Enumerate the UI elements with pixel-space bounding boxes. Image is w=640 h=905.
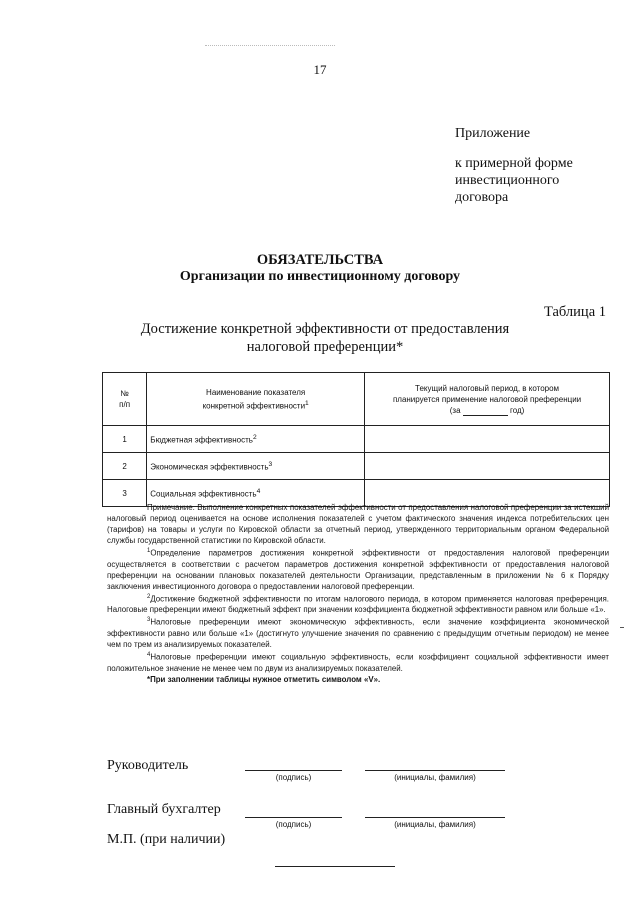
seal-label: М.П. (при наличии) xyxy=(107,832,226,847)
footnote-marker: 3 xyxy=(147,617,151,624)
footnote-text: Налоговые преференции имеют социальную эффективность, если коэффициент социальной эффективности имеет положительное значение не менее чем по двум из анализируемых показателей. xyxy=(107,652,609,673)
header-period-line: планируется применение налоговой преференции xyxy=(392,394,582,404)
footnote-text: Определение параметров достижения конкретной эффективности от предоставления налоговой преференции осуществляется в соответствии с расчетом параметров достижения конкретной эффективности от предоставления налоговой преференции на основании плановых показателей деятельности Организации, представленным в приложении № 6 к Порядку заключения инвестиционного договора о предоставлении налоговой преференции. xyxy=(107,548,609,591)
initials-caption: (инициалы, фамилия) xyxy=(394,820,476,829)
appendix-line: инвестиционного xyxy=(455,173,560,188)
table-label: Таблица 1 xyxy=(543,304,606,320)
table-row xyxy=(103,453,610,480)
table-header-row xyxy=(103,373,610,426)
seal-line xyxy=(275,866,395,867)
header-period-year xyxy=(368,405,606,416)
footnote-1 xyxy=(107,546,609,592)
accountant-label: Главный бухгалтер xyxy=(107,802,221,817)
signature-caption: (подпись) xyxy=(275,773,312,782)
initials-caption: (инициалы, фамилия) xyxy=(394,773,476,782)
footnote-ref: 1 xyxy=(305,399,309,407)
scan-artifact xyxy=(205,45,335,47)
table-row xyxy=(103,426,610,453)
signature-caption: (подпись) xyxy=(275,820,312,829)
efficiency-table xyxy=(102,372,610,507)
accountant-initials-line[interactable] xyxy=(365,817,505,818)
row-indicator-text: Социальная эффективность xyxy=(150,489,257,499)
footnote-marker: 2 xyxy=(147,593,151,600)
footnote-ref: 3 xyxy=(268,460,273,468)
page-number: 17 xyxy=(313,62,327,77)
row-number: 2 xyxy=(103,453,147,480)
header-period-line: Текущий налоговый период, в котором xyxy=(415,383,560,393)
footnote-ref: 2 xyxy=(252,433,257,441)
footnote-3 xyxy=(107,615,609,650)
header-indicator-name xyxy=(147,373,365,426)
period-prefix: (за xyxy=(449,405,461,415)
notes-block xyxy=(107,502,609,685)
header-number xyxy=(103,373,147,426)
table-heading-line: Достижение конкретной эффективности от предоставления xyxy=(140,321,510,337)
header-name-line: Наименование показателя xyxy=(206,387,306,397)
document-title: ОБЯЗАТЕЛЬСТВА xyxy=(256,252,384,268)
table-fill-instruction: *При заполнении таблицы нужное отметить символом «V». xyxy=(147,674,381,684)
appendix-title: Приложение xyxy=(455,126,531,141)
row-indicator-text: Бюджетная эффективность xyxy=(150,435,253,445)
table-heading xyxy=(140,320,510,356)
table-heading-line: налоговой преференции* xyxy=(246,339,404,355)
footnote-text: Налоговые преференции имеют экономическую эффективность, если значение коэффициента экономической эффективности равно или больше «1» (достигнуто улучшение значения по сравнению с предыдущим отчетным периодом) не менее чем по трем из анализируемых показателей. xyxy=(107,617,609,649)
footnote-4 xyxy=(107,650,609,674)
appendix-line: к примерной форме xyxy=(455,156,573,171)
accountant-signature-line[interactable] xyxy=(245,817,342,818)
header-name-text: конкретной эффективности xyxy=(202,401,306,411)
header-name-line xyxy=(150,398,361,412)
appendix-line: договора xyxy=(455,190,509,205)
footnote-marker: 1 xyxy=(147,548,151,554)
row-number: 1 xyxy=(103,426,147,453)
row-indicator xyxy=(147,426,365,453)
header-number-abbr: п/п xyxy=(119,400,131,409)
footnote-marker: 4 xyxy=(147,651,151,658)
footnote-ref: 4 xyxy=(256,487,261,495)
row-indicator-text: Экономическая эффективность xyxy=(150,462,269,472)
head-label: Руководитель xyxy=(107,758,189,773)
row-number: 3 xyxy=(103,480,147,507)
row-value-cell[interactable] xyxy=(365,426,610,453)
head-signature-line[interactable] xyxy=(245,770,342,771)
header-number-symbol: № xyxy=(120,389,129,398)
note-paragraph: Примечание. Выполнение конкретных показателей эффективности от предоставления налоговой преференции за истекший налоговый период оценивается на основе исполнения показателей с учетом фактического значения индекса потребительских цен (тарифов) на товары и услуги по Кировской области за отчетный период, утвержденного территориальным органом Федеральной службы государственной статистики по Кировской области. xyxy=(107,503,609,545)
row-value-cell[interactable] xyxy=(365,453,610,480)
year-blank-field[interactable] xyxy=(463,407,508,416)
footnote-2 xyxy=(107,592,609,616)
footnote-text: Достижение бюджетной эффективности по итогам налогового периода, в котором применяется налоговая преференция. Налоговые преференции имеют бюджетный эффект при значении коэффициента бюджетной эффективности равном или больше «1». xyxy=(107,594,609,615)
period-suffix: год) xyxy=(510,405,525,415)
scan-artifact xyxy=(620,627,624,628)
head-initials-line[interactable] xyxy=(365,770,505,771)
header-tax-period xyxy=(365,373,610,426)
appendix-block xyxy=(455,125,573,206)
row-indicator xyxy=(147,453,365,480)
document-subtitle: Организации по инвестиционному договору xyxy=(179,269,461,284)
